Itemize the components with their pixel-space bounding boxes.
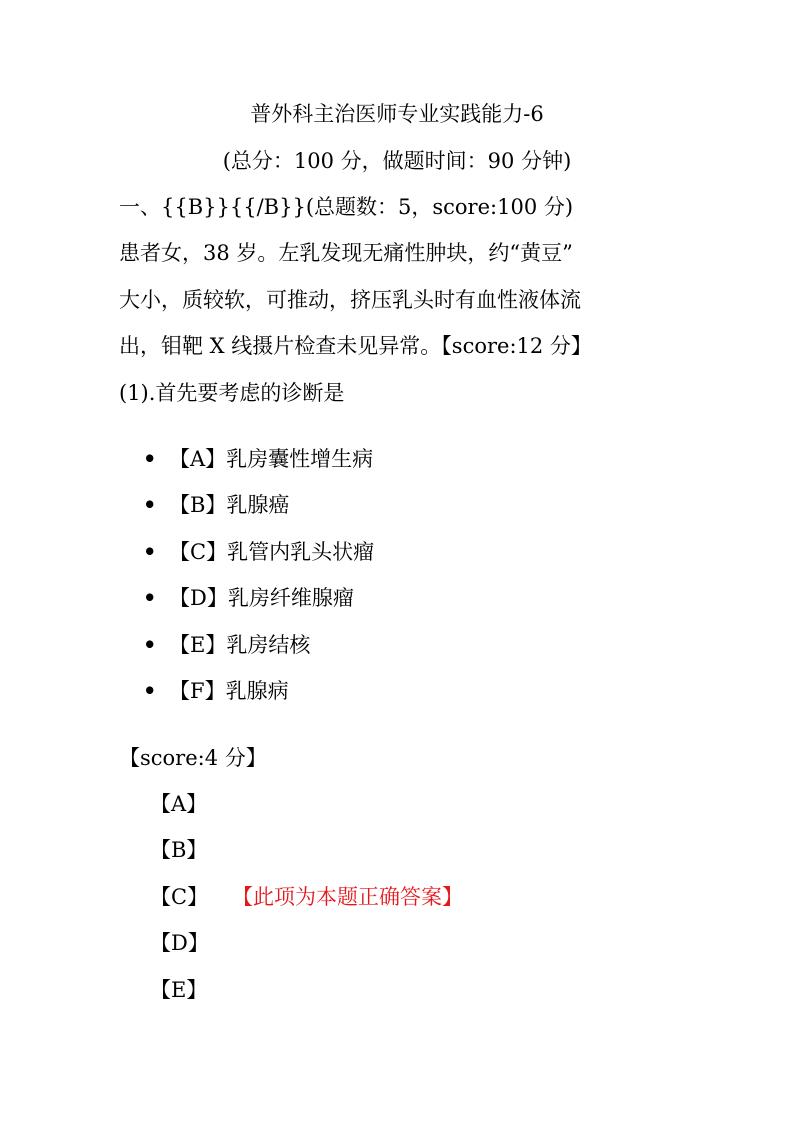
answer-a: 【A】 bbox=[150, 792, 208, 816]
exam-info: (总分：100 分，做题时间：90 分钟) bbox=[222, 149, 572, 173]
bullet-icon: • bbox=[143, 492, 157, 517]
bullet-icon: • bbox=[143, 446, 157, 471]
option-a[interactable] bbox=[143, 448, 373, 470]
question-stem-line: 大小，质较软，可推动，挤压乳头时有血性液体流 bbox=[119, 288, 581, 312]
correct-answer-marker: 【此项为本题正确答案】 bbox=[232, 885, 463, 909]
option-label: 【C】乳管内乳头状瘤 bbox=[169, 540, 375, 564]
option-label: 【D】乳房纤维腺瘤 bbox=[169, 586, 354, 610]
page-title: 普外科主治医师专业实践能力-6 bbox=[250, 102, 544, 126]
section-heading: 一、{{B}}{{/B}}(总题数：5，score:100 分) bbox=[119, 195, 574, 219]
option-b[interactable] bbox=[143, 494, 289, 516]
option-label: 【A】乳房囊性增生病 bbox=[169, 447, 374, 471]
question-prompt: (1).首先要考虑的诊断是 bbox=[119, 381, 345, 405]
option-e[interactable] bbox=[143, 634, 310, 656]
option-label: 【B】乳腺癌 bbox=[169, 493, 290, 517]
option-c[interactable] bbox=[143, 541, 374, 563]
bullet-icon: • bbox=[143, 632, 157, 657]
answer-b: 【B】 bbox=[150, 838, 208, 862]
answer-c: 【C】 bbox=[150, 885, 209, 909]
answer-d: 【D】 bbox=[150, 931, 209, 955]
bullet-icon: • bbox=[143, 539, 157, 564]
score-label: 【score:4 分】 bbox=[119, 746, 267, 770]
option-label: 【F】乳腺病 bbox=[169, 679, 289, 703]
question-stem-line: 出，钼靶 X 线摄片检查未见异常。【score:12 分】 bbox=[119, 334, 592, 358]
option-label: 【E】乳房结核 bbox=[169, 633, 311, 657]
bullet-icon: • bbox=[143, 678, 157, 703]
bullet-icon: • bbox=[143, 585, 157, 610]
question-stem-line: 患者女，38 岁。左乳发现无痛性肿块，约“黄豆” bbox=[119, 241, 573, 265]
option-f[interactable] bbox=[143, 680, 289, 702]
option-d[interactable] bbox=[143, 587, 354, 609]
answer-e: 【E】 bbox=[150, 978, 208, 1002]
